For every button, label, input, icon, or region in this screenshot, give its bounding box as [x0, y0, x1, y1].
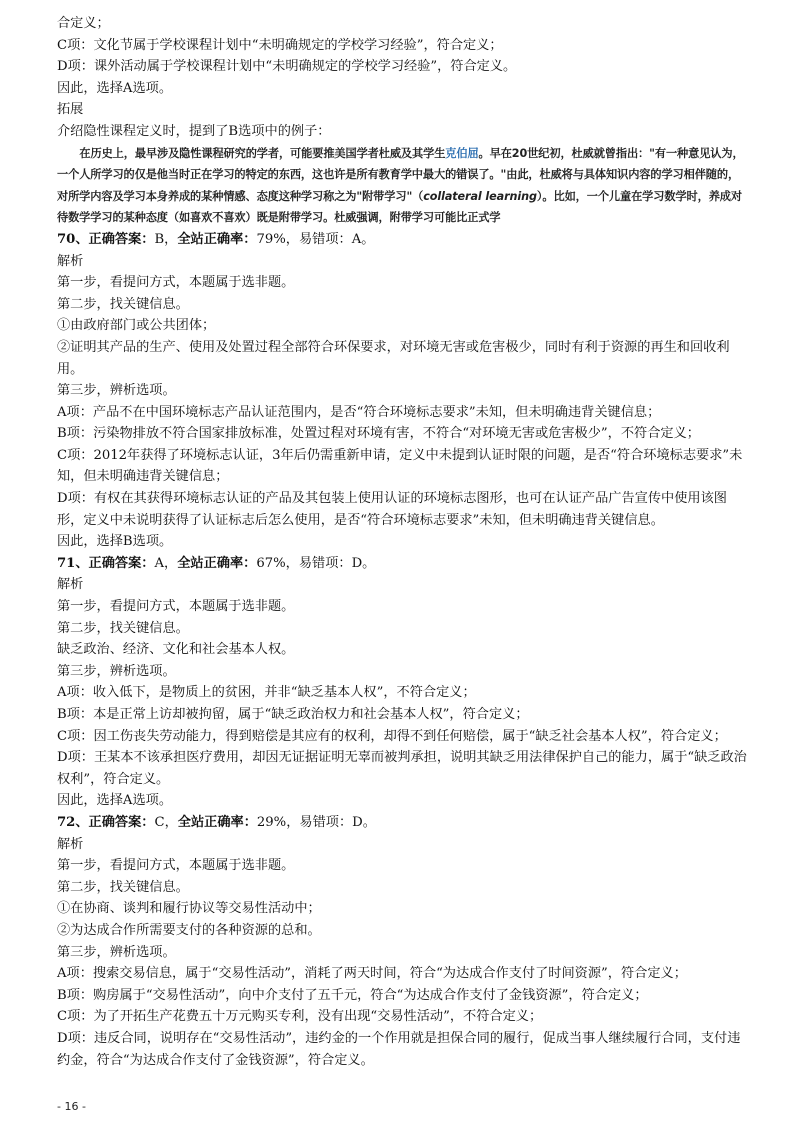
- option-d: D项：违反合同，说明存在“交易性活动”，违约金的一个作用就是担保合同的履行，促成当事人继续履行合同，支付违约金，符合“为达成合作支付了金钱资源”，符合定义。: [57, 1030, 741, 1068]
- text-line: 第三步，辨析选项。: [57, 663, 176, 679]
- rate-label: 全站正确率：: [177, 814, 257, 830]
- text-line: 第三步，辨析选项。: [57, 944, 176, 960]
- text-line: 缺乏政治、经济、文化和社会基本人权。: [57, 642, 295, 658]
- text-line: 解析: [57, 836, 84, 852]
- answer-value: C，: [154, 814, 178, 830]
- option-b: B项：污染物排放不符合国家排放标准，处置过程对环境有害，不符合“对环境无害或危害极少”，不符合定义；: [57, 426, 700, 442]
- rate-value: 79%，: [256, 231, 299, 247]
- text-line: 第一步，看提问方式，本题属于选非题。: [57, 599, 295, 615]
- text-line: 第一步，看提问方式，本题属于选非题。: [57, 858, 295, 874]
- wrong-option: 易错项：D。: [299, 814, 376, 830]
- page-number: - 16 -: [57, 1100, 86, 1113]
- wrong-option: 易错项：A。: [299, 231, 375, 247]
- text-line: C项：文化节属于学校课程计划中“未明确规定的学校学习经验”，符合定义；: [57, 37, 503, 53]
- text-line: 解析: [57, 253, 84, 269]
- question-71: [57, 553, 747, 812]
- answer-label: 正确答案：: [88, 231, 155, 247]
- quote-part: 在历史上，最早涉及隐性课程研究的学者，可能要推美国学者杜威及其学生: [79, 146, 446, 160]
- text-line: 第三步，辨析选项。: [57, 383, 176, 399]
- option-b: B项：购房属于“交易性活动”，向中介支付了五千元，符合“为达成合作支付了金钱资源”，符合定义；: [57, 987, 648, 1003]
- question-number: 70、: [57, 231, 89, 247]
- answer-value: B，: [154, 231, 178, 247]
- quote-highlight-link[interactable]: 克伯屈: [445, 146, 479, 160]
- text-line: 第二步，找关键信息。: [57, 879, 189, 895]
- rate-value: 67%，: [256, 555, 299, 571]
- option-c: C项：为了开拓生产花费五十万元购买专利，没有出现“交易性活动”，不符合定义；: [57, 1009, 543, 1025]
- answer-value: A，: [154, 555, 178, 571]
- answer-label: 正确答案：: [88, 814, 155, 830]
- option-a: A项：收入低下，是物质上的贫困，并非“缺乏基本人权”，不符合定义；: [57, 685, 476, 701]
- question-number: 72、: [57, 814, 89, 830]
- wrong-option: 易错项：D。: [298, 555, 376, 571]
- top-lines: [57, 13, 747, 143]
- option-c: C项：2012年获得了环境标志认证，3年后仍需重新申请，定义中未提到认证时限的问题，是否“符合环境标志要求”未知，但未明确违背关键信息；: [57, 447, 743, 485]
- text-line: ①由政府部门或公共团体；: [57, 318, 216, 334]
- option-d: D项：有权在其获得环境标志认证的产品及其包装上使用认证的环境标志图形，也可在认证产品广告宣传中使用该图形，定义中未说明获得了认证标志后怎么使用，是否“符合环境标志要求”未知，但未明确违背关键信息。: [57, 491, 727, 528]
- text-line: ②证明其产品的生产、使用及处置过程全部符合环保要求，对环境无害或危害极少，同时有利于资源的再生和回收利用。: [57, 339, 730, 377]
- text-line: ②为达成合作所需要支付的各种资源的总和。: [57, 922, 321, 938]
- question-number: 71、: [57, 555, 89, 571]
- text-line: ①在协商、谈判和履行协议等交易性活动中；: [57, 901, 321, 917]
- text-line: 第一步，看提问方式，本题属于选非题。: [57, 275, 295, 291]
- conclusion: 因此，选择A选项。: [57, 793, 173, 809]
- option-b: B项：本是正常上访却被拘留，属于“缺乏政治权力和社会基本人权”，符合定义；: [57, 707, 529, 722]
- answer-label: 正确答案：: [88, 555, 155, 571]
- document-page: [57, 13, 747, 1071]
- text-line: 解析: [57, 577, 84, 593]
- option-a: A项：产品不在中国环境标志产品认证范围内，是否“符合环境标志要求”未知，但未明确违背关键信息；: [57, 404, 661, 420]
- rate-label: 全站正确率：: [177, 555, 257, 571]
- text-line: 介绍隐性课程定义时，提到了B选项中的例子：: [57, 123, 331, 139]
- quote-part: ）。比如，一个儿童在学习数学时，养成对待数学学习的某种态度（如喜欢不喜欢）既是附带学习。杜威强调，附带学习可能比正式学: [57, 189, 742, 225]
- rate-label: 全站正确率：: [177, 231, 257, 247]
- text-line: 因此，选择A选项。: [57, 80, 173, 96]
- rate-value: 29%，: [256, 814, 300, 830]
- text-line: 第二步，找关键信息。: [57, 296, 189, 312]
- answer-heading: [57, 553, 747, 575]
- text-line: 第二步，找关键信息。: [57, 620, 189, 636]
- section-label-extension: 拓展: [57, 102, 84, 118]
- text-line: D项：课外活动属于学校课程计划中“未明确规定的学校学习经验”，符合定义。: [57, 59, 517, 75]
- question-70: [57, 229, 747, 553]
- question-72: [57, 812, 747, 1071]
- quoted-excerpt: [57, 143, 747, 229]
- option-a: A项：搜索交易信息，属于“交易性活动”，消耗了两天时间，符合“为达成合作支付了时间资源”，符合定义；: [57, 966, 687, 982]
- option-c: C项：因工伤丧失劳动能力，得到赔偿是其应有的权利，却得不到任何赔偿，属于“缺乏社会基本人权”，符合定义；: [57, 728, 727, 744]
- option-d: D项：王某本不该承担医疗费用，却因无证据证明无辜而被判承担，说明其缺乏用法律保护自己的能力，属于“缺乏政治权利”，符合定义。: [57, 750, 747, 787]
- conclusion: 因此，选择B选项。: [57, 534, 173, 550]
- text-line: 合定义；: [57, 16, 110, 31]
- quote-part: 。早在20世纪初，杜威就曾指出："有一种意见认为，一个人所学习的仅是他当时正在学习的特定的东西，这也许是所有教育学中最大的错误了。"由此，杜威将与具体知识内容的学习相伴随的，对所学内容及学习本身养成的某种情感、态度这种学习称之为"附带学习"（: [57, 146, 744, 203]
- answer-heading: [57, 229, 747, 251]
- quote-italic-term: collateral learning: [423, 189, 537, 203]
- answer-heading: [57, 812, 747, 834]
